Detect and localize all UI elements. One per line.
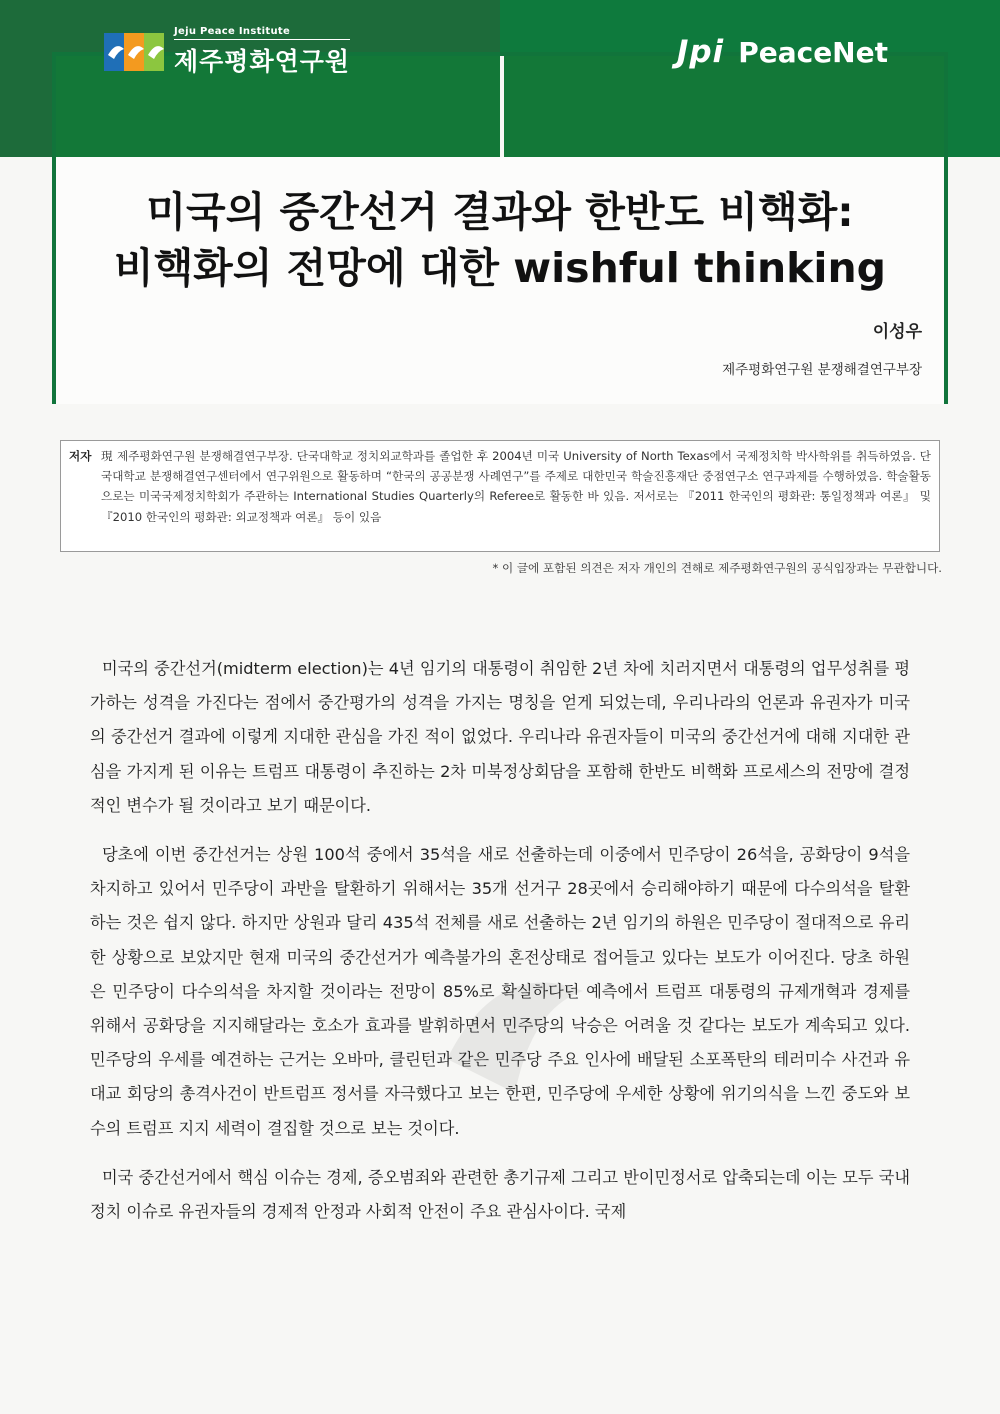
paragraph-1: 미국의 중간선거(midterm election)는 4년 임기의 대통령이 취임한 2년 차에 치러지면서 대통령의 업무성취를 평가하는 성격을 가진다는 점에서 중간평가의 성격을 가지는 명칭을 얻게 되었는데, 우리나라의 언론과 유권자가 미국의 중간선거 결과에 이렇게 지대한 관심을 가진 적이 없었다. 우리나라 유권자들이 미국의 중간선거에 대해 지대한 관심을 가지게 된 이유는 트럼프 대통령이 추진하는 2차 미북정상회담을 포함해 한반도 비핵화 프로세스의 전망에 결정적인 변수가 될 것이라고 보기 때문이다. [90,659,910,815]
article-body [90,652,910,1244]
author-affiliation: 제주평화연구원 분쟁해결연구부장 [722,362,922,378]
author-name: 이성우 [872,322,922,342]
bio-text: 現 제주평화연구원 분쟁해결연구부장. 단국대학교 정치외교학과를 졸업한 후 2004년 미국 University of North Texas에서 국제정치학 박사학위를 취득하였음. 단국대학교 분쟁해결연구센터에서 연구위원으로 활동하며 “한국의 공공분쟁 사례연구”를 주제로 대한민국 학술진흥재단 중점연구소 연구과제를 수행하였음. 학술활동으로는 미국국제정치학회가 주관하는 International Studies Quarterly의 Referee로 활동한 바 있음. 저서로는 『2011 한국인의 평화관: 통일정책과 여론』 및 『2010 한국인의 평화관: 외교정책과 여론』 등이 있음 [101,449,931,524]
paragraph-3: 미국 중간선거에서 핵심 이슈는 경제, 증오범죄와 관련한 총기규제 그리고 반이민정서로 압축되는데 이는 모두 국내정치 이슈로 유권자들의 경제적 안정과 사회적 안전이 주요 관심사이다. 국제 [90,1167,910,1222]
header-divider [500,56,504,157]
jeju-peace-institute-logo [104,26,350,78]
document-title [56,184,944,296]
logo-english-name: Jeju Peace Institute [174,26,350,40]
title-line-1: 미국의 중간선거 결과와 한반도 비핵화: [146,188,854,236]
peacenet-wordmark: PeaceNet [738,36,888,69]
title-area [56,157,944,404]
jpi-wordmark: Jpi [676,34,725,70]
title-frame [52,52,948,404]
disclaimer: * 이 글에 포함된 의견은 저자 개인의 견해로 제주평화연구원의 공식입장과는 무관합니다. [492,561,942,575]
bio-label: 저자 [69,449,92,463]
peacenet-logo [677,34,888,70]
logo-text [174,26,350,78]
logo-korean-name: 제주평화연구원 [174,47,351,76]
paragraph-2: 당초에 이번 중간선거는 상원 100석 중에서 35석을 새로 선출하는데 이중에서 민주당이 26석을, 공화당이 9석을 차지하고 있어서 민주당이 과반을 탈환하기 위해서는 35개 선거구 28곳에서 승리해야하기 때문에 다수의석을 탈환하는 것은 쉽지 않다. 하지만 상원과 달리 435석 전체를 새로 선출하는 2년 임기의 하원은 민주당이 절대적으로 유리한 상황으로 보았지만 현재 미국의 중간선거가 예측불가의 혼전상태로 접어들고 있다는 보도가 이어진다. 당초 하원은 민주당이 다수의석을 차지할 것이라는 전망이 85%로 확실하다던 예측에서 트럼프 대통령의 규제개혁과 경제를 위해서 공화당을 지지해달라는 호소가 효과를 발휘하면서 민주당의 낙승은 어려울 것 같다는 보도가 계속되고 있다. 민주당의 우세를 예견하는 근거는 오바마, 클린턴과 같은 민주당 주요 인사에 배달된 소포폭탄의 테러미수 사건과 유대교 회당의 총격사건이 반트럼프 정서를 자극했다고 보는 한편, 민주당에 우세한 상황에 위기의식을 느낀 중도와 보수의 트럼프 지지 세력이 결집할 것으로 보는 것이다. [90,845,910,1138]
dove-logo-icon [104,29,166,75]
author-bio-box [60,440,940,552]
title-line-2: 비핵화의 전망에 대한 wishful thinking [113,244,887,292]
